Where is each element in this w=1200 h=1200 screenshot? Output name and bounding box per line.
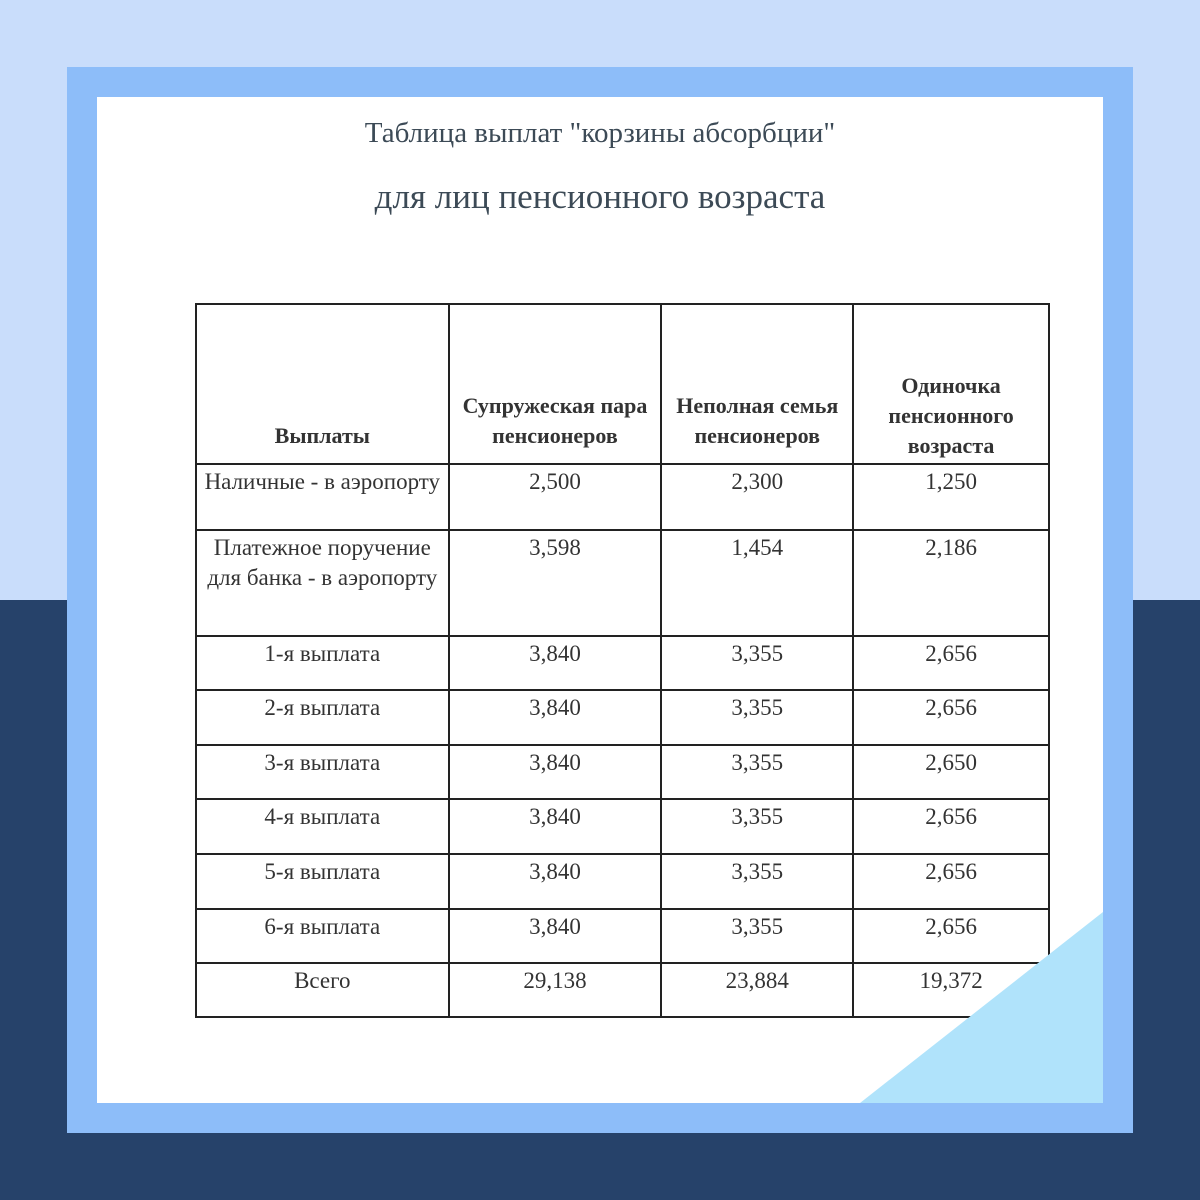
document-card — [97, 97, 1103, 1103]
row-label: Наличные - в аэропорту — [196, 464, 449, 530]
cell-value: 3,840 — [449, 745, 662, 799]
cell-value: 3,355 — [661, 854, 853, 909]
row-label: 6-я выплата — [196, 909, 449, 963]
cell-value: 3,840 — [449, 799, 662, 854]
title-line-2: для лиц пенсионного возраста — [374, 177, 826, 216]
row-label: 4-я выплата — [196, 799, 449, 854]
cell-value: 2,300 — [661, 464, 853, 530]
corner-decoration — [97, 97, 1103, 1103]
column-header: Выплаты — [196, 304, 449, 464]
column-header: Одиночка пенсионного возраста — [853, 304, 1049, 464]
cell-value: 3,355 — [661, 745, 853, 799]
cell-value: 1,250 — [853, 464, 1049, 530]
cell-value: 2,186 — [853, 530, 1049, 636]
cell-value: 2,500 — [449, 464, 662, 530]
cell-value: 3,840 — [449, 690, 662, 745]
cell-value: 2,656 — [853, 909, 1049, 963]
cell-value: 3,355 — [661, 799, 853, 854]
row-label: Платежное поручение для банка - в аэропорту — [196, 530, 449, 636]
cell-value: 2,656 — [853, 854, 1049, 909]
cell-value: 29,138 — [449, 963, 662, 1017]
title-line-1: Таблица выплат "корзины абсорбции" — [364, 117, 836, 149]
cell-value: 3,598 — [449, 530, 662, 636]
cell-value: 2,650 — [853, 745, 1049, 799]
cell-value: 19,372 — [853, 963, 1049, 1017]
cell-value: 2,656 — [853, 690, 1049, 745]
column-header: Супружеская пара пенсионеров — [449, 304, 662, 464]
cell-value: 1,454 — [661, 530, 853, 636]
cell-value: 3,355 — [661, 690, 853, 745]
cell-value: 2,656 — [853, 636, 1049, 690]
cell-value: 23,884 — [661, 963, 853, 1017]
cell-value: 3,355 — [661, 909, 853, 963]
row-label: 3-я выплата — [196, 745, 449, 799]
row-label: 2-я выплата — [196, 690, 449, 745]
cell-value: 2,656 — [853, 799, 1049, 854]
column-header: Неполная семья пенсионеров — [661, 304, 853, 464]
cell-value: 3,840 — [449, 636, 662, 690]
cell-value: 3,840 — [449, 854, 662, 909]
cell-value: 3,355 — [661, 636, 853, 690]
row-label: 5-я выплата — [196, 854, 449, 909]
row-label: 1-я выплата — [196, 636, 449, 690]
row-label: Всего — [196, 963, 449, 1017]
cell-value: 3,840 — [449, 909, 662, 963]
